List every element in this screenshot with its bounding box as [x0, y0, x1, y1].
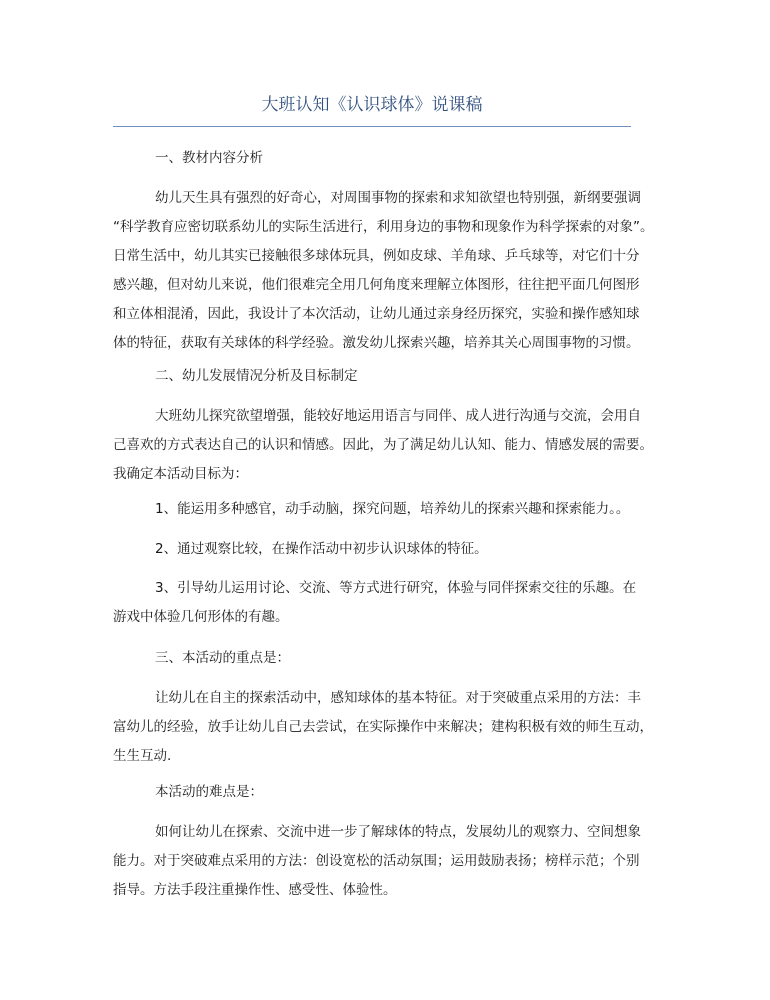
goal-item-1: 1、能运用多种感官，动手动脑，探究问题，培养幼儿的探索兴趣和探索能力。。 — [155, 501, 630, 517]
paragraph-line: 富幼儿的经验，放手让幼儿自己去尝试，在实际操作中来解决；建构积极有效的师生互动， — [113, 719, 653, 735]
paragraph-line: 幼儿天生具有强烈的好奇心，对周围事物的探索和求知欲望也特别强，新纲要强调 — [155, 190, 641, 206]
paragraph-line: 己喜欢的方式表达自己的认识和情感。因此，为了满足幼儿认知、能力、情感发展的需要。 — [113, 437, 653, 453]
paragraph-line: 指导。方法手段注重操作性、感受性、体验性。 — [113, 882, 397, 898]
goal-item-2: 2、通过观察比较，在操作活动中初步认识球体的特征。 — [155, 541, 488, 557]
paragraph-textbook-analysis — [113, 184, 654, 358]
paragraph-line: 日常生活中，幼儿其实已接触很多球体玩具，例如皮球、羊角球、乒乓球等，对它们十分 — [113, 248, 640, 264]
paragraph-line: 我确定本活动目标为： — [113, 466, 248, 482]
paragraph-line: 感兴趣，但对幼儿来说，他们很难完全用几何角度来理解立体图形，往往把平面几何图形 — [113, 277, 640, 293]
section-heading-difficult-points: 本活动的难点是： — [155, 784, 263, 800]
paragraph-line: “科学教育应密切联系幼儿的实际生活进行，利用身边的事物和现象作为科学探索的对象”。 — [113, 219, 654, 235]
paragraph-key-points — [113, 684, 653, 771]
goal-item-3 — [113, 574, 641, 632]
paragraph-line: 和立体相混淆，因此，我设计了本次活动，让幼儿通过亲身经历探究，实验和操作感知球 — [113, 306, 640, 322]
section-heading-key-points: 三、本活动的重点是： — [155, 650, 290, 666]
paragraph-development-analysis — [113, 402, 653, 489]
paragraph-line: 大班幼儿探究欲望增强，能较好地运用语言与同伴、成人进行沟通与交流，会用自 — [155, 408, 641, 424]
paragraph-line: 3、引导幼儿运用讨论、交流、等方式进行研究，体验与同伴探索交往的乐趣。在 — [155, 580, 637, 596]
paragraph-line: 如何让幼儿在探索、交流中进一步了解球体的特点，发展幼儿的观察力、空间想象 — [155, 824, 641, 840]
section-heading-textbook-analysis: 一、教材内容分析 — [155, 150, 263, 166]
paragraph-line: 能力。对于突破难点采用的方法：创设宽松的活动氛围；运用鼓励表扬；榜样示范；个别 — [113, 853, 640, 869]
section-heading-development-analysis: 二、幼儿发展情况分析及目标制定 — [155, 368, 358, 384]
document-title: 大班认知《认识球体》说课稿 — [261, 95, 483, 115]
paragraph-line: 让幼儿在自主的探索活动中，感知球体的基本特征。对于突破重点采用的方法：丰 — [155, 690, 641, 706]
paragraph-difficult-points — [113, 818, 641, 905]
title-underline — [113, 126, 631, 127]
paragraph-line: 游戏中体验几何形体的有趣。 — [113, 609, 289, 625]
paragraph-line: 体的特征，获取有关球体的科学经验。激发幼儿探索兴趣，培养其关心周围事物的习惯。 — [113, 335, 640, 351]
paragraph-line: 生生互动. — [113, 748, 172, 764]
